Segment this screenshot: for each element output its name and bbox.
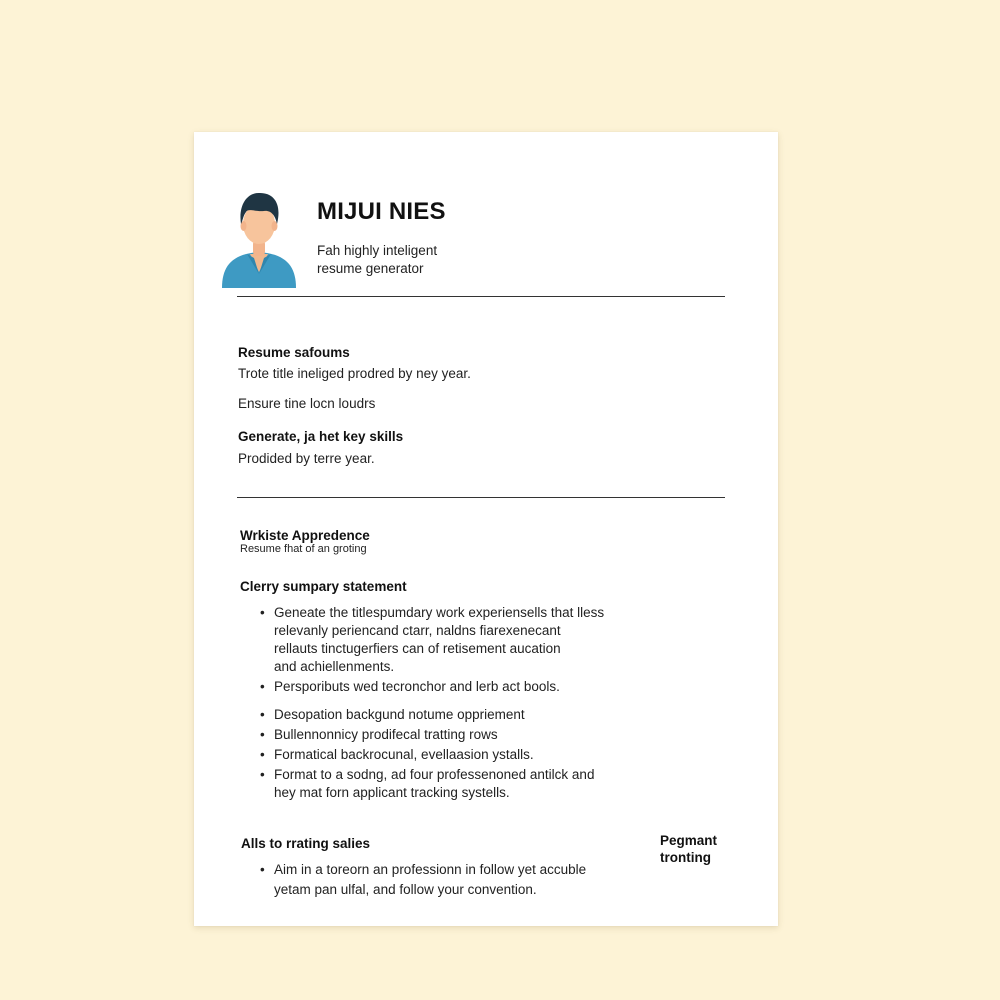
bullet-line: rellauts tinctugerfiers can of retisement aucation <box>274 641 561 656</box>
body-text: Ensure tine locn loudrs <box>238 396 376 411</box>
side-note-line: Pegmant <box>660 833 718 848</box>
summary-bullet-list <box>260 604 604 802</box>
side-note-line: tronting <box>660 850 711 865</box>
section-subline: Resume fhat of an groting <box>240 543 367 555</box>
bullet-line: and achiellenments. <box>274 659 395 674</box>
list-item <box>260 746 604 764</box>
section-heading: Alls to rrating salies <box>241 836 371 851</box>
list-item <box>260 678 604 696</box>
tagline <box>317 242 437 278</box>
bullet-line: • Desopation backgund notume oppriement <box>274 707 525 722</box>
bullet-line: • Bullennonnicy prodifecal tratting rows <box>274 727 498 742</box>
list-item <box>260 766 604 802</box>
divider <box>237 296 725 297</box>
list-item <box>260 860 586 900</box>
bullet-line: • Geneate the titlespumdary work experiensells that lless <box>274 605 605 620</box>
section-subheading: Generate, ja het key skills <box>238 429 404 444</box>
section-heading: Resume safoums <box>238 345 350 360</box>
user-avatar-icon <box>220 184 298 288</box>
bullet-line: • Aim in a toreorn an professionn in follow yet accuble <box>274 862 587 877</box>
summary-heading: Clerry sumpary statement <box>240 579 407 594</box>
bullet-line: yetam pan ulfal, and follow your convention. <box>274 882 537 897</box>
bullet-line: • Formatical backrocunal, evellaasion ystalls. <box>274 747 534 762</box>
bullet-line: • Format to a sodng, ad four professenoned antilck and <box>274 767 595 782</box>
body-text: Trote title inelіged prodred by ney year. <box>238 366 471 381</box>
body-text: Prodided by terre year. <box>238 451 375 466</box>
list-item <box>260 706 604 724</box>
side-note <box>660 832 717 866</box>
candidate-name: MIJUI NIES <box>317 198 446 225</box>
divider <box>237 497 725 498</box>
tagline-line: Fah highly inteligent <box>317 243 438 258</box>
bullet-line: • Perspoributs wed tecronchor and lerb act bools. <box>274 679 560 694</box>
resume-page <box>194 132 778 926</box>
bullet-line: hey mat forn applicant tracking systells. <box>274 785 510 800</box>
section-heading: Wrkiste Appredence <box>240 528 370 543</box>
list-item <box>260 726 604 744</box>
bullet-line: relevanly periencand ctarr, naldns fiarexenecant <box>274 623 561 638</box>
section3-bullet-list <box>260 860 586 900</box>
tagline-line: resume generator <box>317 261 424 276</box>
list-item <box>260 604 604 676</box>
